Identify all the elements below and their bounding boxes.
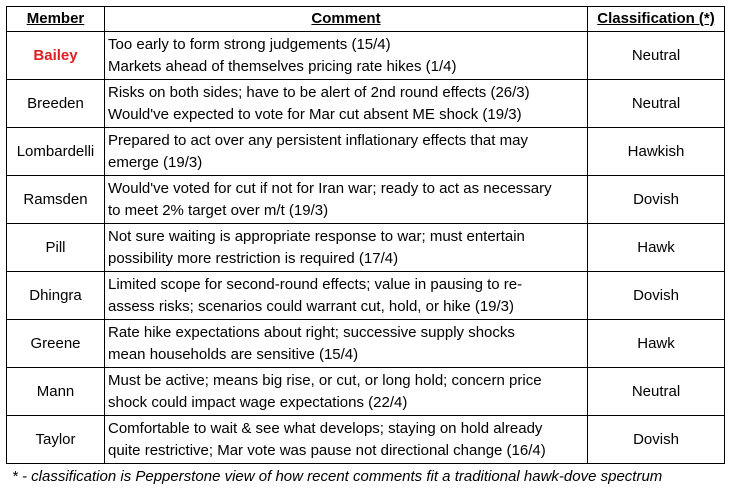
comment-line: mean households are sensitive (15/4) (108, 345, 359, 363)
comment-line: assess risks; scenarios could warrant cut, hold, or hike (19/3) (108, 297, 515, 315)
table-body (7, 32, 725, 464)
comment-line: Must be active; means big rise, or cut, or long hold; concern price (108, 371, 542, 389)
classification-cell: Dovish (588, 176, 725, 224)
header-comment: Comment (105, 7, 588, 32)
comment-cell (105, 368, 588, 416)
classification-cell: Hawk (588, 320, 725, 368)
member-name: Greene (7, 320, 105, 368)
table-row (7, 176, 725, 224)
member-name: Dhingra (7, 272, 105, 320)
comment-cell (105, 32, 588, 80)
table-header-row (7, 7, 725, 32)
comment-cell (105, 272, 588, 320)
comment-cell (105, 320, 588, 368)
table-row (7, 320, 725, 368)
member-name: Mann (7, 368, 105, 416)
classification-cell: Neutral (588, 80, 725, 128)
comment-line: to meet 2% target over m/t (19/3) (108, 201, 329, 219)
comment-line: Prepared to act over any persistent inflationary effects that may (108, 131, 528, 149)
comment-cell (105, 128, 588, 176)
member-name: Bailey (7, 32, 105, 80)
member-name: Ramsden (7, 176, 105, 224)
table-row (7, 272, 725, 320)
member-name: Taylor (7, 416, 105, 464)
member-name: Breeden (7, 80, 105, 128)
table-row (7, 368, 725, 416)
comment-line: Not sure waiting is appropriate response to war; must entertain (108, 227, 525, 245)
comment-line: Risks on both sides; have to be alert of 2nd round effects (26/3) (108, 83, 530, 101)
comment-line: Would've voted for cut if not for Iran war; ready to act as necessary (108, 179, 552, 197)
comment-cell (105, 224, 588, 272)
table-row (7, 80, 725, 128)
comment-line: possibility more restriction is required (17/4) (108, 249, 399, 267)
classification-cell: Hawkish (588, 128, 725, 176)
classification-cell: Neutral (588, 368, 725, 416)
comment-line: Comfortable to wait & see what develops; staying on hold already (108, 419, 543, 437)
mpc-comments-table (6, 6, 725, 464)
comment-line: emerge (19/3) (108, 153, 203, 171)
member-name: Pill (7, 224, 105, 272)
footnote: * - classification is Pepperstone view of how recent comments fit a traditional hawk-dove spectrum (12, 468, 663, 485)
comment-cell (105, 80, 588, 128)
mpc-comments-table-container (6, 6, 725, 464)
comment-line: Would've expected to vote for Mar cut absent ME shock (19/3) (108, 105, 522, 123)
classification-cell: Dovish (588, 416, 725, 464)
comment-line: Limited scope for second-round effects; value in pausing to re- (108, 275, 523, 293)
header-classification: Classification (*) (588, 7, 725, 32)
classification-cell: Neutral (588, 32, 725, 80)
comment-line: Too early to form strong judgements (15/4) (108, 35, 391, 53)
table-row (7, 32, 725, 80)
header-member: Member (7, 7, 105, 32)
comment-cell (105, 176, 588, 224)
table-row (7, 416, 725, 464)
member-name: Lombardelli (7, 128, 105, 176)
comment-line: Rate hike expectations about right; successive supply shocks (108, 323, 515, 341)
comment-line: Markets ahead of themselves pricing rate hikes (1/4) (108, 57, 457, 75)
comment-line: shock could impact wage expectations (22/4) (108, 393, 408, 411)
table-row (7, 224, 725, 272)
comment-line: quite restrictive; Mar vote was pause not directional change (16/4) (108, 441, 546, 459)
classification-cell: Hawk (588, 224, 725, 272)
classification-cell: Dovish (588, 272, 725, 320)
table-row (7, 128, 725, 176)
comment-cell (105, 416, 588, 464)
